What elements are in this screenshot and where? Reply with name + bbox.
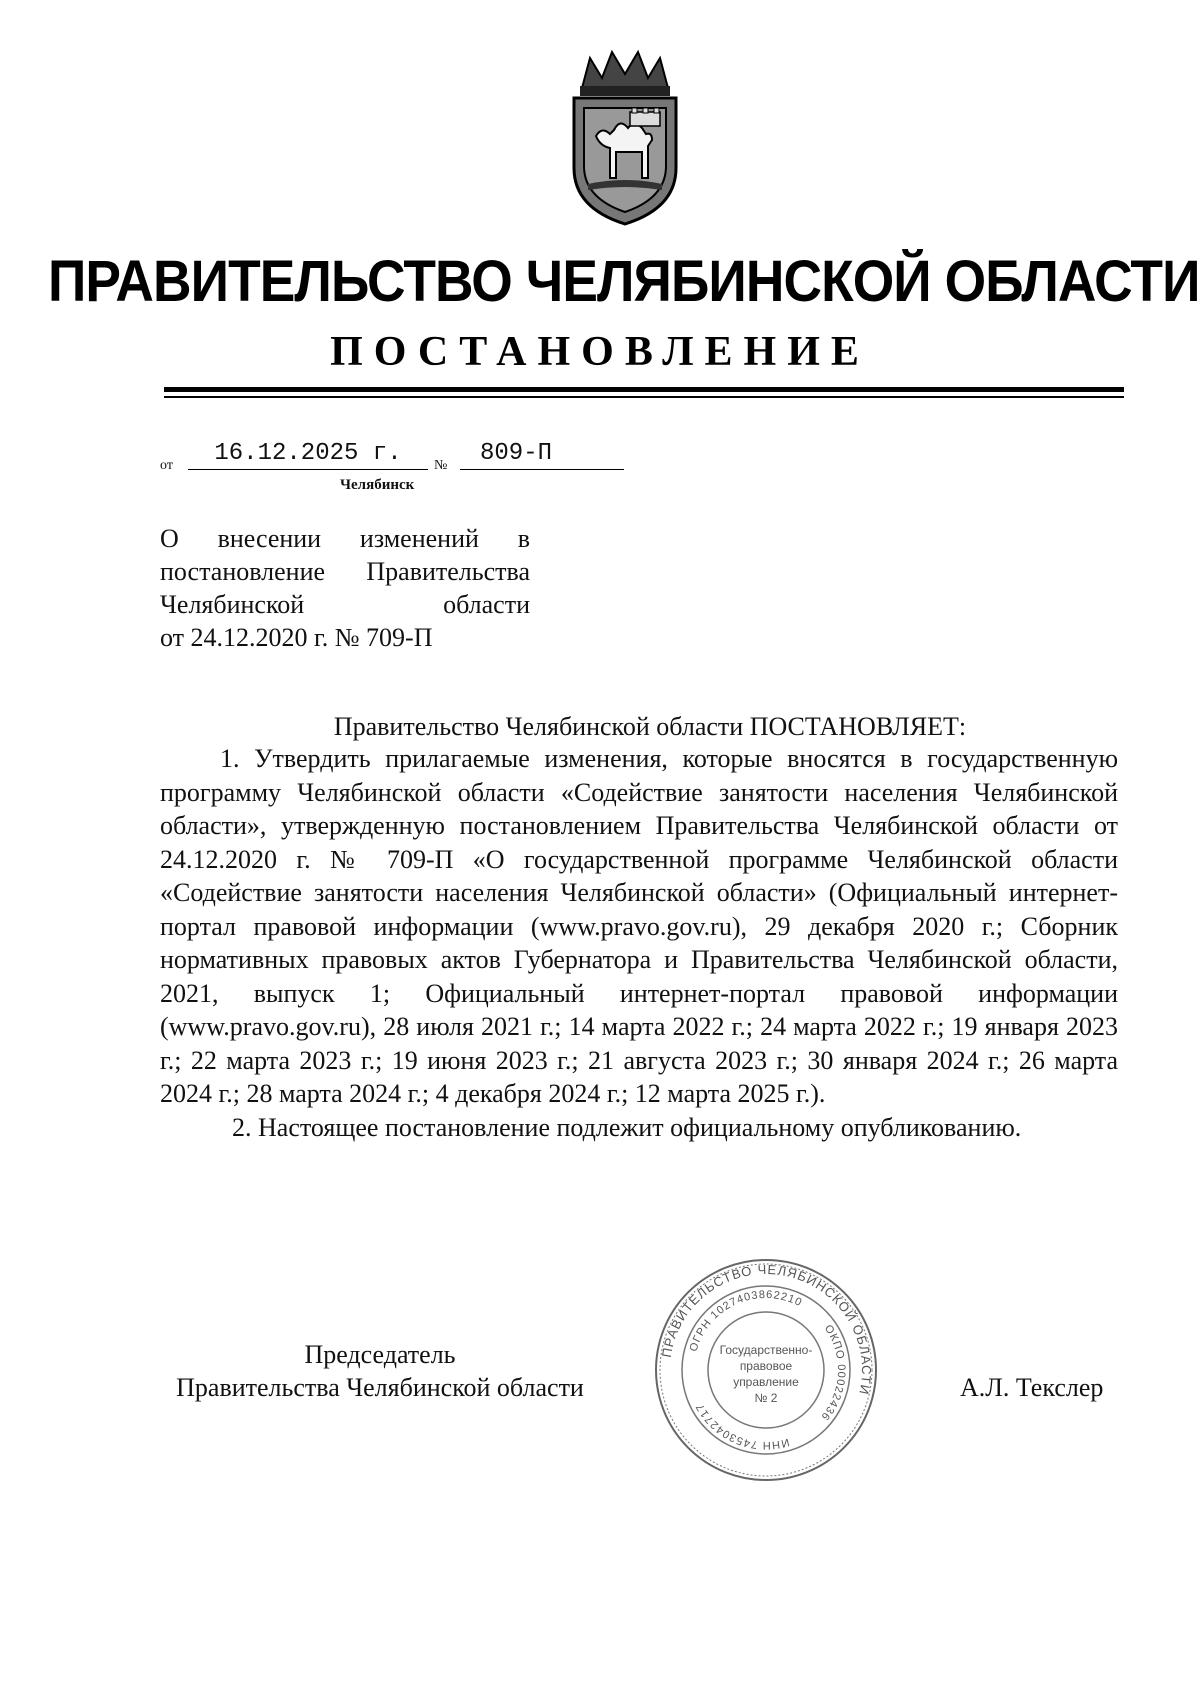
city-label: Челябинск xyxy=(340,477,415,493)
subject-line: постановление Правительства xyxy=(160,557,530,586)
signatory-name-text: А.Л. Текслер xyxy=(960,1373,1104,1402)
header-divider-thick xyxy=(164,387,1124,392)
subject-line: от 24.12.2020 г. № 709-П xyxy=(160,623,433,652)
number-sign-label: № xyxy=(434,458,448,473)
svg-text:ОКПО 00022436 xyxy=(818,1323,847,1423)
document-type-title: ПОСТАНОВЛЕНИЕ xyxy=(330,329,870,375)
svg-text:ИНН 7453042717 xyxy=(694,1401,791,1451)
document-date: 16.12.2025 г. xyxy=(188,440,428,470)
seal-okpo-text: ОКПО 00022436 xyxy=(818,1322,848,1423)
decree-item: 2. Настоящее постановление подлежит официальному опубликованию. xyxy=(232,1112,1022,1142)
decree-item: 1. Утвердить прилагаемые изменения, которые вносятся в государственную программу Челябинской области «Содействие занятости населения Челябинской области», утвержденную постановлением Правительства Челябинской области от 24.12.2020 г. № 709-П «О государственной программе Челябинской области «Содействие занятости населения Челябинской области» (Официальный интернет-портал правовой информации (www.pravo.gov.ru), 29 декабря 2020 г.; Сборник нормативных правовых актов Губернатора и Правительства Челябинской области, 2021, выпуск 1; Официальный интернет-портал правовой информации (www.pravo.gov.ru), 28 июля 2021 г.; 14 марта 2022 г.; 24 марта 2022 г.; 19 января 2023 г.; 22 марта 2023 г.; 19 июня 2023 г.; 21 августа 2023 г.; 30 января 2024 г.; 26 марта 2024 г.; 28 марта 2024 г.; 4 декабря 2024 г.; 12 марта 2025 г.). xyxy=(160,744,1118,1108)
subject-line: О внесении изменений в xyxy=(160,524,530,553)
subject-line: Челябинской области xyxy=(160,590,530,619)
document-subject xyxy=(160,522,530,654)
government-title: ПРАВИТЕЛЬСТВО ЧЕЛЯБИНСКОЙ ОБЛАСТИ xyxy=(48,249,1200,314)
decree-preamble: Правительство Челябинской области ПОСТАНОВЛЯЕТ: xyxy=(333,712,967,741)
signatory-position-line: Правительства Челябинской области xyxy=(176,1373,584,1402)
seal-center-line: Государственно- xyxy=(719,1343,813,1357)
chelyabinsk-coat-of-arms-icon xyxy=(560,48,690,228)
seal-center-line: № 2 xyxy=(754,1391,778,1405)
date-prefix-label: от xyxy=(160,458,173,473)
official-seal-icon xyxy=(652,1256,880,1484)
document-number: 809-П xyxy=(460,440,624,470)
signatory-position-line: Председатель xyxy=(304,1340,456,1369)
seal-center-line: правовое xyxy=(739,1359,793,1373)
seal-center-line: управление xyxy=(733,1375,799,1389)
seal-outer-text: ПРАВИТЕЛЬСТВО ЧЕЛЯБИНСКОЙ ОБЛАСТИ xyxy=(658,1261,875,1397)
document-body xyxy=(160,742,1118,1144)
seal-ogrn-text: ОГРН 1027403862210 xyxy=(687,1288,805,1354)
header-divider-thin xyxy=(164,396,1124,398)
seal-inn-text: ИНН 7453042717 xyxy=(693,1400,791,1452)
signatory-name xyxy=(960,1338,1103,1404)
signatory-position xyxy=(160,1338,600,1404)
